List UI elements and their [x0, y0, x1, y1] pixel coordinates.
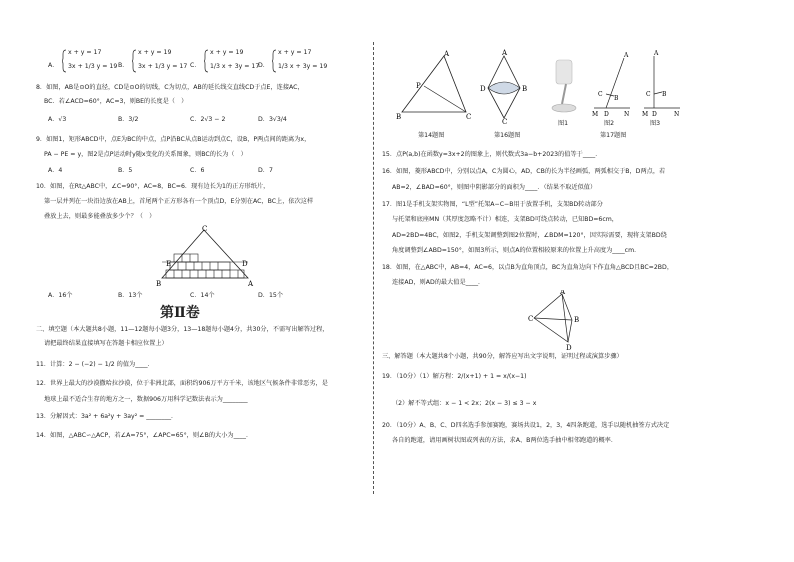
svg-text:C: C — [646, 91, 651, 98]
svg-text:B: B — [574, 316, 580, 324]
label-c: C — [202, 225, 208, 233]
label-d: D — [242, 260, 248, 268]
q18-text-2: 连接AD，则AD的最大值是____． — [392, 279, 485, 286]
q16-text-2: AB=2，∠BAD=60°，则图中阴影部分的面积为____．（结果不取近似值） — [392, 184, 597, 191]
q8-option-a: A．√3 — [48, 116, 67, 123]
label-e: E — [166, 260, 172, 268]
q16-text-1: 16．如图，菱形ABCD中，分别以点A，C为圆心，AD，CB的长为半径画弧，两弧相交于B，D两点，若 — [382, 168, 666, 175]
fig17-caption: 第17题图 — [600, 132, 627, 139]
svg-text:C: C — [466, 113, 472, 120]
svg-text:A: A — [444, 50, 450, 58]
q11-text: 11．计算：2 − (−2) − 1/2 的值为____． — [36, 361, 154, 368]
svg-text:N: N — [624, 111, 630, 118]
svg-text:A: A — [624, 52, 629, 59]
q7-option-d: D． — [258, 62, 269, 69]
q10-option-b: B．13个 — [118, 292, 143, 299]
q10-option-d: D．15个 — [258, 292, 284, 299]
q20-text-1: 20．（10分）A、B、C、D四名选手参加赛跑，赛场共设1，2，3，4四条跑道，选手以随机抽签方式决定 — [382, 422, 670, 429]
q9-option-b: B．5 — [118, 167, 133, 174]
svg-text:A: A — [654, 50, 659, 57]
q7-a-eq2: 3x + 1/3 y = 19 — [68, 63, 118, 70]
q7-d-eq1: x + y = 17 — [278, 49, 312, 56]
q10-triangle-figure — [150, 224, 260, 288]
label-a: A — [248, 280, 254, 288]
q12-text-1: 12．世界上最大的沙漠撒哈拉沙漠，位于非洲北部，面积约906万平方千米，该地区气候条件非常恶劣，是 — [36, 380, 328, 387]
q7-option-b: B． — [118, 62, 129, 69]
q7-d-eq2: 1/3 x + 3y = 19 — [278, 63, 328, 70]
q17-text-4: 角度调整到∠ABD=150°，如图3所示，则点A的位置相较原来的位置上升高度为____cm． — [392, 247, 641, 254]
label-b: B — [156, 280, 162, 288]
fig14-triangle — [394, 50, 474, 120]
svg-text:D: D — [480, 85, 486, 93]
fig17-diagram-2 — [590, 48, 634, 120]
q20-text-2: 各自的跑道，请用画树状图或列表的方法，求A、B两位选手抽中相邻跑道的概率． — [392, 437, 618, 444]
svg-text:A: A — [560, 290, 566, 296]
svg-text:B: B — [662, 91, 667, 98]
q8-text-2: BC．若∠ACD=60°，AC=3，则BE的长度是（ ） — [44, 98, 188, 105]
q7-a-eq1: x + y = 17 — [68, 49, 102, 56]
q9-text-2: PA − PE = y，图2是点P运动时y随x变化的关系图象，则BC的长为（ ） — [44, 151, 247, 158]
q17-text-3: AD=2BD=4BC，如图2，手机支架调整到图2位置时，∠BDM=120°，因实际需要，现将支架BD绕 — [392, 232, 667, 239]
q15-text: 15．点P(a,b)在函数y=3x+2的图象上，则代数式3a−b+2023的值等于____． — [382, 151, 602, 158]
svg-text:M: M — [642, 111, 649, 118]
svg-text:B: B — [396, 113, 402, 120]
section-title: 第Ⅱ卷 — [160, 305, 200, 321]
svg-text:M: M — [592, 111, 599, 118]
q18-figure — [528, 290, 588, 350]
phone-stand-photo — [544, 54, 584, 120]
q19-part2: （2）解不等式组：x − 1 < 2x；2(x − 3) ≤ 3 − x — [392, 400, 537, 407]
img2-caption: 图2 — [604, 120, 615, 127]
svg-text:A: A — [502, 49, 508, 57]
q13-text: 13．分解因式：3a² + 6a²y + 3ay² = ________． — [36, 413, 178, 420]
q8-option-c: C．2√3 − 2 — [190, 116, 226, 123]
svg-text:C: C — [598, 91, 603, 98]
fig17-diagram-3 — [640, 48, 684, 120]
q10-option-c: C．14个 — [190, 292, 215, 299]
part2-instructions-2: 请把最终结果直接填写在答题卡相应位置上） — [44, 340, 168, 347]
q10-option-a: A．16个 — [48, 292, 73, 299]
q18-text-1: 18．如图，在△ABC中，AB=4，AC=6，以点B为直角顶点，BC为直角边向下作直角△BCD且BC=2BD， — [382, 264, 674, 271]
q14-text: 14．如图，△ABC∽△ACP，若∠A=75°，∠APC=65°，则∠B的大小为____． — [36, 432, 253, 439]
q8-option-b: B．3/2 — [118, 116, 139, 123]
q7-c-eq2: 1/3 x + 3y = 17 — [210, 63, 260, 70]
img1-caption: 图1 — [558, 120, 569, 127]
q7-c-eq1: x + y = 19 — [210, 49, 244, 56]
fig16-caption: 第16题图 — [494, 132, 521, 139]
fig14-caption: 第14题图 — [418, 132, 445, 139]
svg-text:D: D — [652, 111, 657, 118]
q8-text-1: 8．如图，AB是⊙O的直径，CD是⊙O的切线，C为切点，AB的延长线交直线CD于点E，连接AC， — [36, 84, 304, 91]
q17-text-2: 与托架和底座MN（其厚度忽略不计）相连，支架BD可绕点转动，已知BD=6cm， — [392, 216, 618, 223]
svg-text:D: D — [604, 111, 609, 118]
svg-text:C: C — [528, 315, 534, 323]
q9-option-d: D．7 — [258, 167, 273, 174]
svg-text:P: P — [416, 82, 421, 90]
q7-b-eq1: x + y = 19 — [138, 49, 172, 56]
q9-option-c: C．6 — [190, 167, 205, 174]
q9-option-a: A．4 — [48, 167, 63, 174]
q17-text-1: 17．图1是手机支架实物图，“L型”托架A−C−B用于放置手机，支架BD转动部分 — [382, 201, 603, 208]
part3-heading: 三、解答题（本大题共8个小题，共90分，解答应写出文字说明，证明过程或演算步骤） — [382, 353, 623, 360]
q7-b-eq2: 3x + 1/3 y = 17 — [138, 63, 188, 70]
fig16-rhombus — [478, 48, 534, 124]
q10-text-2: 第一层并列在一块沿边放在AB上，首尾两个正方形各有一个顶点D，E分别在AC，BC上，依次这样 — [44, 198, 314, 205]
svg-text:N: N — [674, 111, 680, 118]
q7-option-a: A． — [48, 62, 59, 69]
img3-caption: 图3 — [650, 120, 661, 127]
svg-text:C: C — [502, 118, 508, 124]
q10-text-1: 10．如图，在Rt△ABC中，∠C=90°，AC=8，BC=6．现有边长为1的正方形纸片， — [36, 183, 270, 190]
svg-text:B: B — [614, 95, 619, 102]
q10-text-3: 叠放上去，则最多能叠放多少个？（ ） — [44, 213, 156, 220]
svg-text:B: B — [522, 85, 528, 93]
svg-text:D: D — [566, 344, 572, 350]
q9-text-1: 9．如图1，矩形ABCD中，点E为BC的中点，点P沿BC从点B运动到点C，设B，P两点间的距离为x， — [36, 136, 311, 143]
q7-option-c: C． — [190, 62, 201, 69]
column-divider — [373, 42, 374, 494]
part2-instructions-1: 二、填空题（本大题共8小题，11—12题每小题3分，13—18题每小题4分，共30分，不需写出解答过程， — [36, 326, 329, 333]
q19-part1: 19．（10分）（1）解方程：2/(x+1) + 1 = x/(x−1) — [382, 373, 527, 380]
q12-text-2: 地球上最不适合生存的地方之一，数据906万用科学记数法表示为________ — [44, 396, 248, 403]
q8-option-d: D．3√3/4 — [258, 116, 287, 123]
